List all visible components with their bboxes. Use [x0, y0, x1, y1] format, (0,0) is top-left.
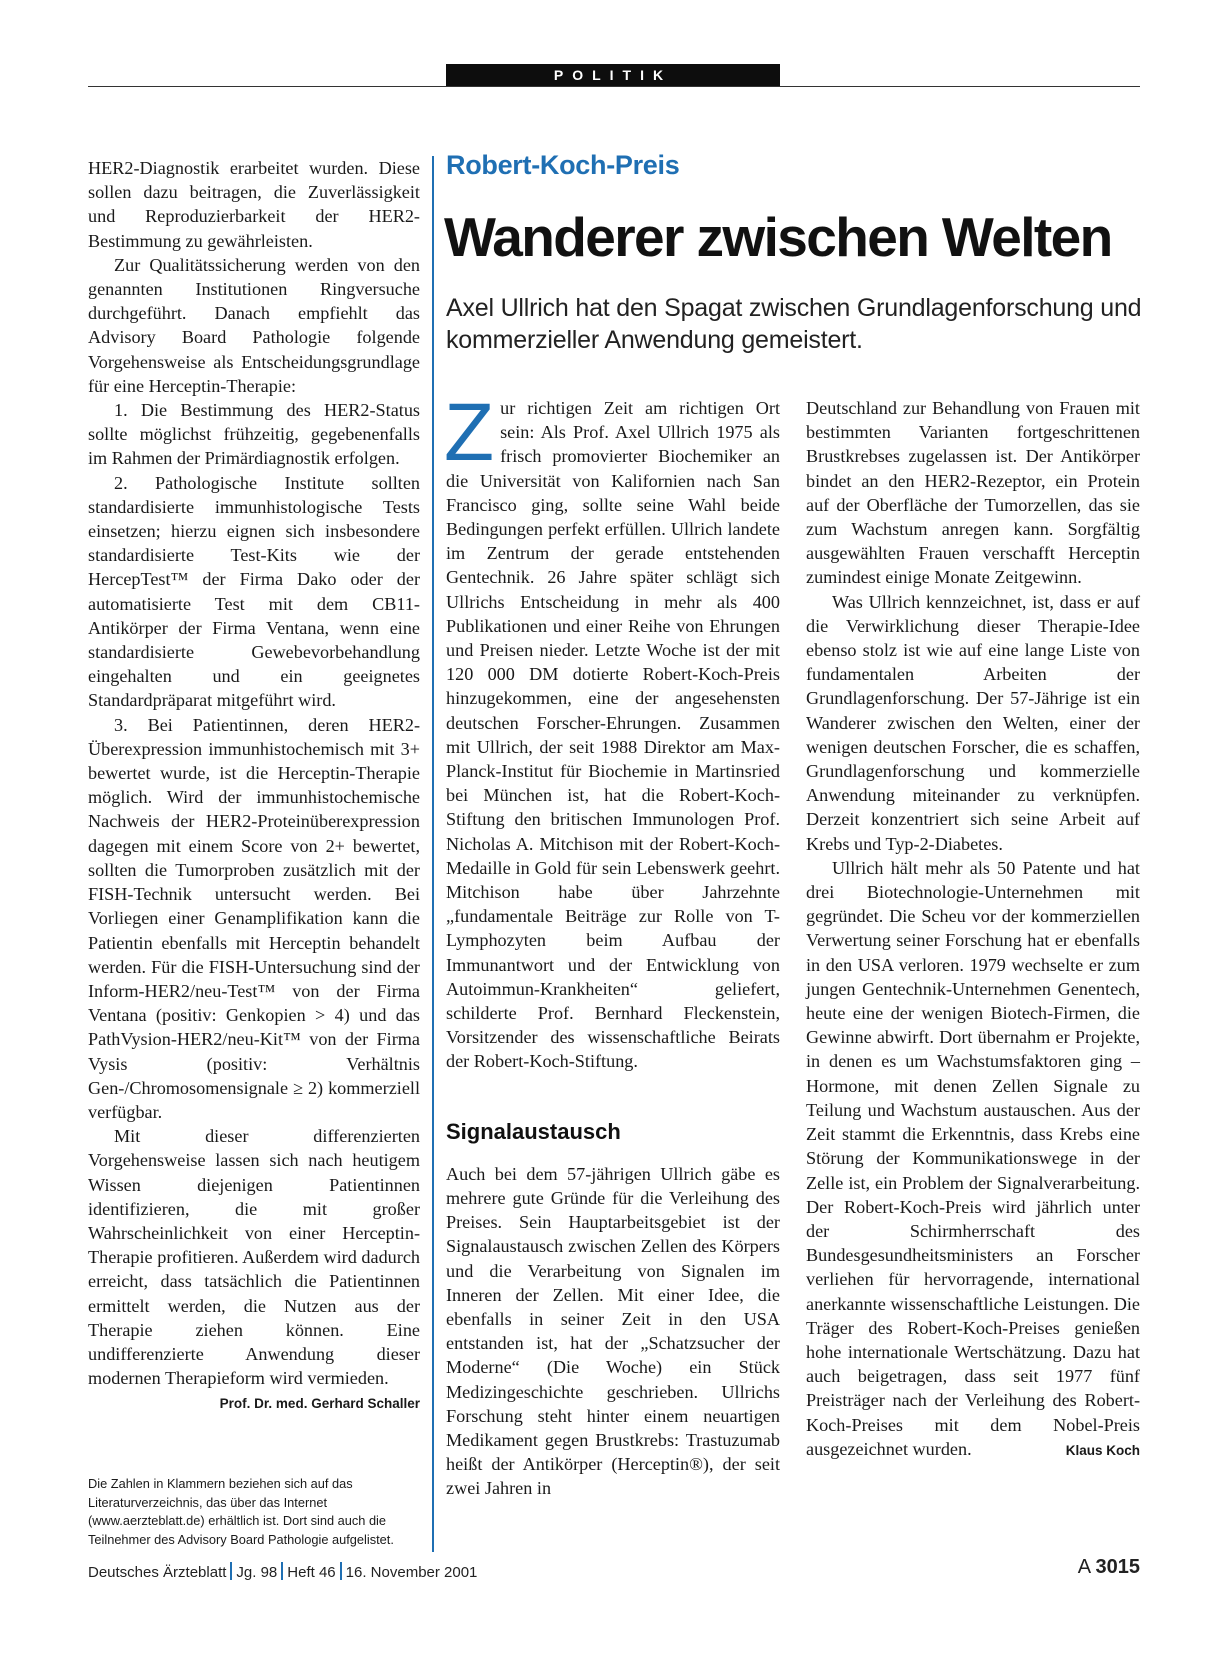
article-byline: Klaus Koch	[1065, 1442, 1140, 1458]
lead-paragraph	[444, 387, 780, 1074]
middle-column	[444, 387, 780, 1501]
column-divider	[432, 156, 434, 1552]
left-paragraph: 3. Bei Patientinnen, deren HER2-Überexpression immunhistochemisch mit 3+ bewertet wurde, ist die Herceptin-Therapie möglich. Wird der immunhistochemische Nachweis der HER2-Proteinüberexpression dagegen mit einem Score von 2+ bewertet, sollten die Tumorproben zusätzlich mit der FISH-Technik untersucht werden. Bei Vorliegen einer Genamplifikation kann die Patientin ebenfalls mit Herceptin behandelt werden. Für die FISH-Untersuchung sind der Inform-HER2/neu-Test™ von der Firma Ventana (positiv: Genkopien > 4) und das PathVysion-HER2/neu-Kit™ von der Firma Vysis (positiv: Verhältnis Gen-/Chromosomensignale ≥ 2) kommerziell verfügbar.	[88, 714, 420, 1122]
article-kicker: Robert-Koch-Preis	[446, 150, 680, 180]
lead-text: ur richtigen Zeit am richtigen Ort sein: Als Prof. Axel Ullrich 1975 als frisch promovierter Biochemiker an die Universität von Kalifornien nach San Francisco ging, sollte seine Wahl beide Bedingungen perfekt erfüllen. Ullrich landete im Zentrum der gerade entstehenden Gentechnik. 26 Jahre später schlägt sich Ullrichs Entscheidung in mehr als 400 Publikationen und einer Reihe von Ehrungen und Preisen nieder. Letzte Woche ist der mit 120 000 DM dotierte Robert-Koch-Preis hinzugekommen, eine der angesehensten deutschen Forscher-Ehrungen. Zusammen mit Ullrich, der seit 1988 Direktor am Max-Planck-Institut für Biochemie in Martinsried bei München ist, hat die Robert-Koch-Stiftung den britischen Immunologen Prof. Nicholas A. Mitchison mit der Robert-Koch-Medaille in Gold für sein Lebenswerk geehrt. Mitchison habe über Jahrzehnte „fundamentale Beiträge zur Rolle von T-Lymphozyten beim Aufbau der Immunantwort und der Entwicklung von Autoimmun-Krankheiten“ geliefert, schilderte Prof. Bernhard Fleckenstein, Vorsitzender des wissenschaftliche Beirats der Robert-Koch-Stiftung.	[446, 398, 780, 1072]
left-paragraph: Zur Qualitätssicherung werden von den genannten Institutionen Ringversuche durchgeführt. Danach empfiehlt das Advisory Board Pathologie folgende Vorgehensweise als Entscheidungsgrundlage für eine Herceptin-Therapie:	[88, 254, 420, 396]
right-column	[806, 396, 1140, 1463]
section-label: POLITIK	[553, 67, 673, 83]
journal-name: Deutsches Ärzteblatt	[88, 1564, 227, 1581]
page-footer	[88, 1556, 1140, 1584]
left-paragraph: HER2-Diagnostik erarbeitet wurden. Diese sollen dazu beitragen, die Zuverlässigkeit und Reproduzierbarkeit der HER2-Bestimmung zu gewährleisten.	[88, 158, 420, 251]
section-header-bar	[446, 64, 780, 86]
footer-separator	[281, 1562, 283, 1580]
page-prefix: A	[1077, 1556, 1090, 1578]
subheading: Signalaustausch	[446, 1118, 621, 1144]
page-number-value: 3015	[1095, 1556, 1140, 1578]
mid-paragraph: Auch bei dem 57-jährigen Ullrich gäbe es mehrere gute Gründe für die Verleihung des Preises. Sein Hauptarbeitsgebiet ist der Signalaustausch zwischen Zellen des Körpers und die Verarbeitung von Signalen im Inneren der Zellen. Mit einer Idee, die ebenfalls in seiner Zeit in den USA entstanden ist, hat der „Schatzsucher der Moderne“ (Die Woche) ein Stück Medizingeschichte geschrieben. Ullrichs Forschung steht hinter einem neuartigen Medikament gegen Brustkrebs: Trastuzumab heißt der Antikörper (Herceptin®), der seit zwei Jahren in	[446, 1163, 780, 1499]
left-paragraph: 2. Pathologische Institute sollten standardisierte immunhistologische Tests einsetzen; hierzu eignen sich insbesondere standardisierte Test-Kits wie der HercepTest™ der Firma Dako oder der automatisierte Test mit dem CB11-Antikörper der Firma Ventana, wenn eine standardisierte Gewebevorbehandlung eingehalten und ein geeignetes Standardpräparat mitgeführt wird.	[88, 472, 420, 711]
left-byline: Prof. Dr. med. Gerhard Schaller	[219, 1396, 420, 1412]
article-subtitle: Axel Ullrich hat den Spagat zwischen Grundlagenforschung und kommerzieller Anwendung gemeistert.	[446, 294, 1142, 354]
article-headline: Wanderer zwischen Welten	[444, 206, 1112, 268]
footer-citation	[88, 1562, 477, 1581]
right-paragraph	[806, 856, 1140, 1461]
left-column	[88, 156, 420, 1417]
page-number	[1078, 1556, 1140, 1579]
footer-separator	[340, 1562, 342, 1580]
footer-separator	[230, 1562, 232, 1580]
right-paragraph-text: Ullrich hält mehr als 50 Patente und hat drei Biotechnologie-Unternehmen mit gegründet. Die Scheu vor der kommerziellen Verwertung seiner Forschung hat er ebenfalls in den USA verloren. 1979 wechselte er zum jungen Gentechnik-Unternehmen Genentech, heute eine der wenigen Biotech-Firmen, die Gewinne abwirft. Dort übernahm er Projekte, in denen es um Wachstumsfaktoren ging – Hormone, mit denen Zellen Signale zu Teilung und Wachstum austauschen. Aus der Zeit stammt die Erkenntnis, dass Krebs eine Störung der Kommunikationswege in der Zelle ist, ein Problem der Signalverarbeitung. Der Robert-Koch-Preis wird jährlich unter der Schirmherrschaft des Bundesgesundheitsministers an Forscher verliehen für hervorragende, international anerkannte wissenschaftliche Leistungen. Die Träger des Robert-Koch-Preises genießen hohe internationale Wertschätzung. Dazu hat auch beigetragen, dass seit 1977 fünf Preisträger nach der Verleihung des Robert-Koch-Preises mit dem Nobel-Preis ausgezeichnet wurden.	[806, 857, 1140, 1459]
journal-volume: Jg. 98	[236, 1564, 278, 1581]
left-paragraph-text: Mit dieser differenzierten Vorgehensweise lassen sich nach heutigem Wissen diejenigen Patientinnen identifizieren, die mit großer Wahrscheinlichkeit von einer Herceptin-Therapie profitieren. Außerdem wird dadurch erreicht, dass tatsächlich die Patientinnen ermittelt werden, die Nutzen aus der Therapie ziehen können. Eine undifferenzierte Anwendung dieser modernen Therapieform wird vermieden.	[88, 1126, 420, 1389]
header-rule	[88, 86, 1140, 87]
journal-issue: Heft 46	[287, 1564, 336, 1581]
right-paragraph: Deutschland zur Behandlung von Frauen mit bestimmten Varianten fortgeschrittenen Brustkrebses zugelassen ist. Der Antikörper bindet an den HER2-Rezeptor, ein Protein auf der Oberfläche der Tumorzellen, das sie zum Wachstum anregen kann. Sorgfältig ausgewählten Frauen verschafft Herceptin zumindest einige Monate Zeitgewinn.	[806, 398, 1140, 588]
drop-cap: Z	[444, 387, 495, 478]
journal-date: 16. November 2001	[345, 1564, 478, 1581]
footnote: Die Zahlen in Klammern beziehen sich auf das Literaturverzeichnis, das über das Internet (www.aerzteblatt.de) erhältlich ist. Dort sind auch die Teilnehmer des Advisory Board Pathologie aufgelistet.	[88, 1476, 394, 1547]
right-paragraph: Was Ullrich kennzeichnet, ist, dass er auf die Verwirklichung dieser Therapie-Idee ebenso stolz ist wie auf eine lange Liste von fundamentalen Arbeiten der Grundlagenforschung. Der 57-Jährige ist ein Wanderer zwischen den Welten, einer der wenigen deutschen Forscher, die es schaffen, Grundlagenforschung und kommerzielle Anwendung miteinander zu verknüpfen. Derzeit konzentriert sich seine Arbeit auf Krebs und Typ-2-Diabetes.	[806, 591, 1140, 854]
left-paragraph	[88, 1124, 420, 1412]
left-paragraph: 1. Die Bestimmung des HER2-Status sollte möglichst frühzeitig, gegebenenfalls im Rahmen der Primärdiagnostik erfolgen.	[88, 400, 420, 469]
